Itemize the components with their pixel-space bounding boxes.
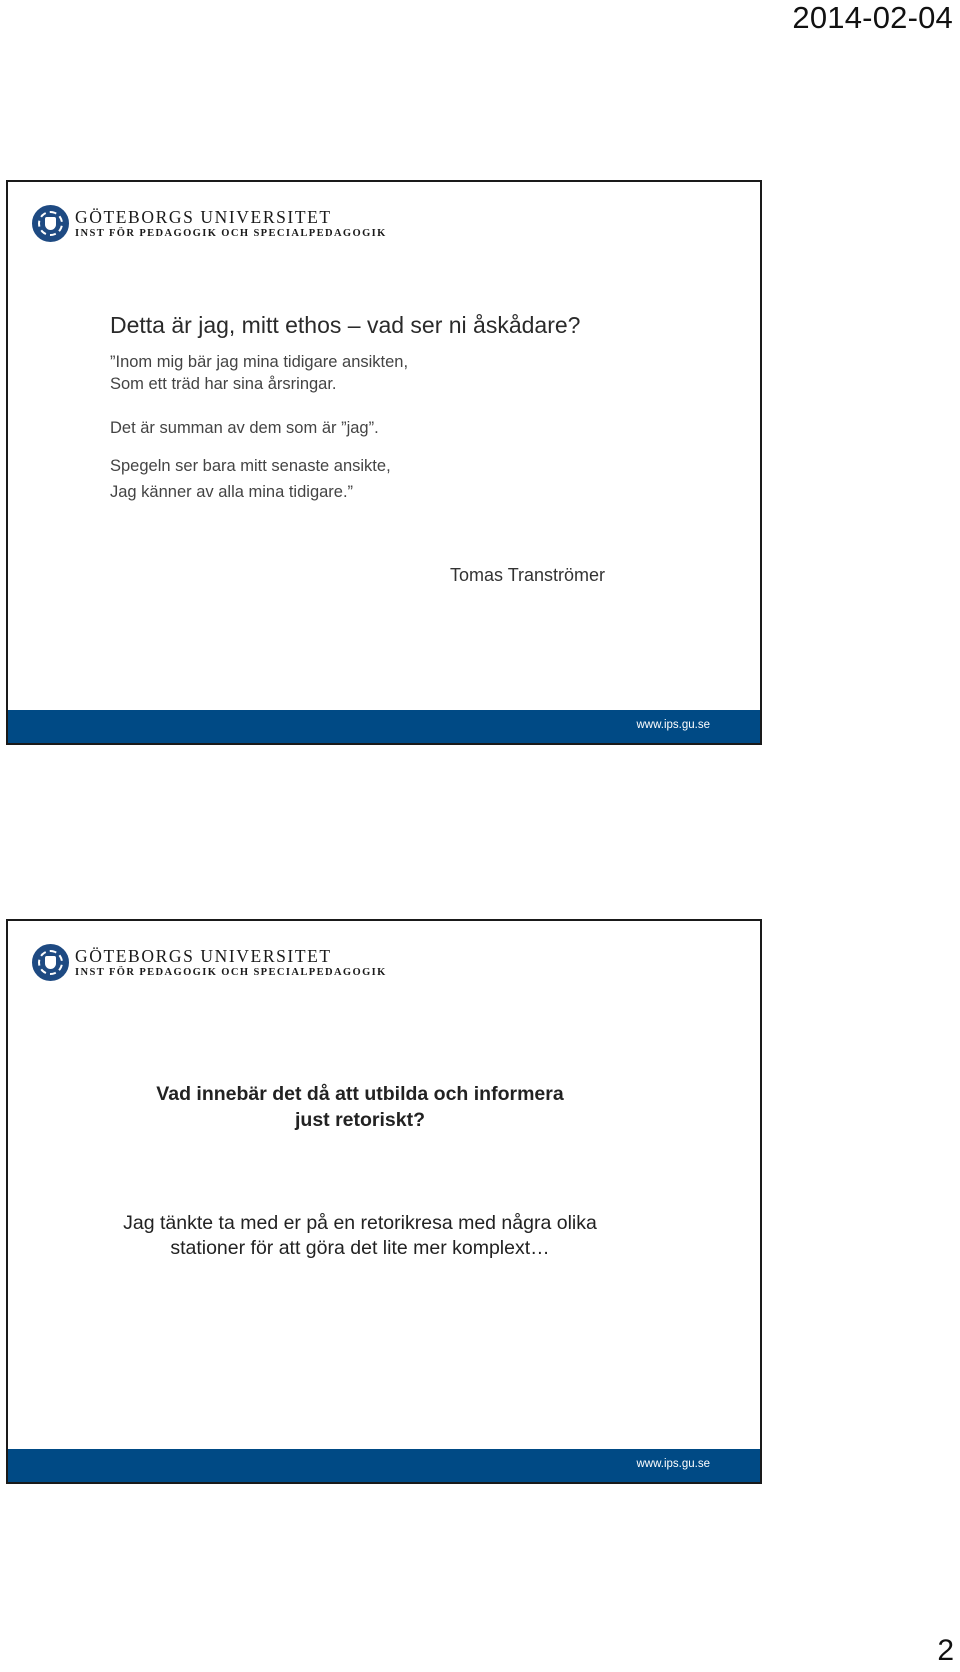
poem-line: Det är summan av dem som är ”jag”. — [110, 419, 379, 437]
body-line: stationer för att göra det lite mer komplext… — [170, 1237, 550, 1259]
footer-url: www.ips.gu.se — [636, 1458, 710, 1470]
poem-line: Spegeln ser bara mitt senaste ansikte, — [110, 457, 391, 475]
body-line: Jag tänkte ta med er på en retorikresa med några olika — [123, 1212, 597, 1234]
slide-1 — [6, 180, 762, 745]
university-logo — [32, 944, 387, 981]
slide-title — [8, 1081, 712, 1133]
institution-name: INST FÖR PEDAGOGIK OCH SPECIALPEDAGOGIK — [75, 228, 387, 239]
poem-author: Tomas Tranströmer — [450, 565, 606, 585]
slide-footer — [8, 710, 760, 743]
slide-footer — [8, 1449, 760, 1482]
slide-2 — [6, 919, 762, 1484]
page-number: 2 — [937, 1634, 954, 1667]
footer-url: www.ips.gu.se — [636, 719, 710, 731]
institution-name: INST FÖR PEDAGOGIK OCH SPECIALPEDAGOGIK — [75, 967, 387, 978]
university-name: GÖTEBORGS UNIVERSITET — [75, 207, 332, 227]
poem-line: ”Inom mig bär jag mina tidigare ansikten, — [110, 353, 409, 371]
university-logo — [32, 205, 387, 242]
university-name: GÖTEBORGS UNIVERSITET — [75, 946, 332, 966]
title-line: just retoriskt? — [294, 1109, 426, 1131]
slide-body — [8, 1211, 712, 1261]
slide-title: Detta är jag, mitt ethos – vad ser ni åskådare? — [110, 312, 581, 338]
university-seal-icon — [32, 944, 69, 981]
title-line: Vad innebär det då att utbilda och informera — [156, 1083, 564, 1105]
page-date: 2014-02-04 — [792, 0, 953, 35]
poem-line: Jag känner av alla mina tidigare.” — [110, 483, 354, 501]
poem-line: Som ett träd har sina årsringar. — [110, 375, 337, 393]
university-seal-icon — [32, 205, 69, 242]
